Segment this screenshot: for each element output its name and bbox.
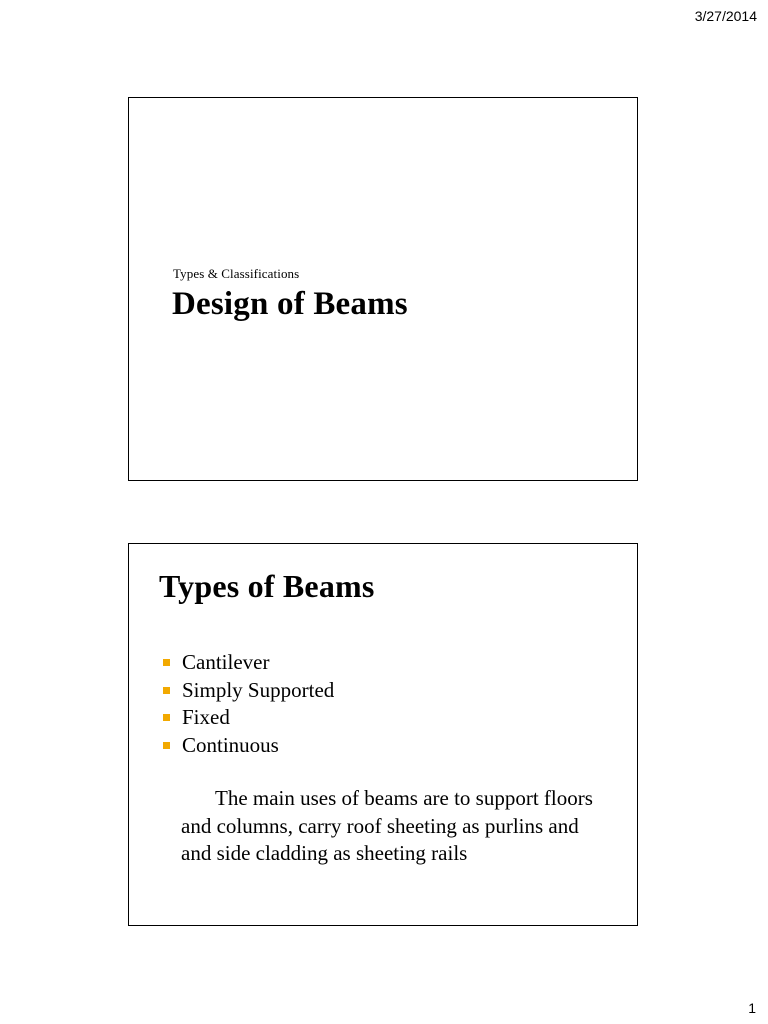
- slide-heading: Types of Beams: [159, 568, 375, 604]
- page-number: 1: [748, 1000, 756, 1016]
- list-item-label: Fixed: [182, 705, 230, 730]
- square-bullet-icon: [163, 687, 170, 694]
- list-item: [163, 732, 334, 760]
- slide-types-of-beams: [128, 543, 638, 926]
- slide-title-text: Design of Beams: [172, 286, 408, 322]
- square-bullet-icon: [163, 714, 170, 721]
- square-bullet-icon: [163, 742, 170, 749]
- slide-subtitle: Types & Classifications: [173, 266, 300, 281]
- body-paragraph: The main uses of beams are to support floors and columns, carry roof sheeting as purlins and and side cladding as sheeting rails: [181, 786, 593, 865]
- bullet-list: [163, 649, 334, 759]
- list-item: [163, 649, 334, 677]
- list-item-label: Continuous: [182, 732, 279, 757]
- slide-title: [128, 97, 638, 481]
- list-item: [163, 704, 334, 732]
- list-item-label: Simply Supported: [182, 677, 335, 702]
- square-bullet-icon: [163, 659, 170, 666]
- list-item-label: Cantilever: [182, 650, 270, 675]
- page-date: 3/27/2014: [694, 8, 757, 24]
- list-item: [163, 677, 334, 705]
